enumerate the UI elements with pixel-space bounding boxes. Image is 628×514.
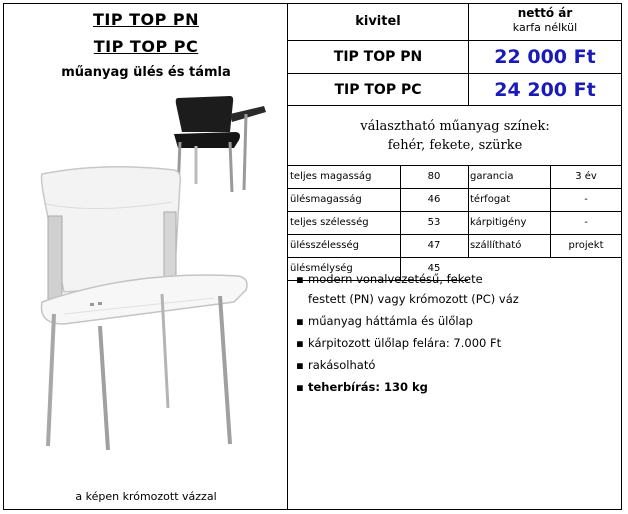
price-spec-panel: [288, 4, 622, 509]
feature-item: [296, 380, 428, 394]
product-title-pc: TIP TOP PC: [93, 37, 199, 56]
product-price-pc: 24 200 Ft: [494, 79, 596, 101]
feature-item-cont: [308, 292, 519, 306]
product-image-panel: [4, 4, 288, 509]
product-name-pc: TIP TOP PC: [334, 82, 422, 98]
spec-label: teljes magasság: [290, 171, 372, 182]
spec-value: -: [584, 217, 588, 228]
bullet-icon: ▪: [296, 336, 304, 350]
spec-value: 3 év: [575, 171, 597, 182]
divider: [400, 166, 401, 281]
product-price-pn: 22 000 Ft: [494, 46, 596, 68]
header-netto: [468, 4, 622, 40]
product-name-pn: TIP TOP PN: [333, 49, 423, 65]
feature-text: teherbírás: 130 kg: [308, 380, 428, 394]
color-options-title: választható műanyag színek:: [360, 119, 550, 134]
bullet-icon: ▪: [296, 380, 304, 394]
feature-text: műanyag háttámla és ülőlap: [308, 314, 473, 328]
divider: [550, 166, 551, 258]
bullet-icon: ▪: [296, 272, 304, 286]
spec-label: szállítható: [470, 240, 522, 251]
product-subtitle: műanyag ülés és támla: [61, 65, 231, 80]
spec-value: 53: [427, 217, 441, 228]
spec-label: térfogat: [470, 194, 511, 205]
spec-label: kárpitigény: [470, 217, 527, 228]
feature-text: kárpitozott ülőlap felára: 7.000 Ft: [308, 336, 502, 350]
header-netto-sub: karfa nélkül: [512, 21, 578, 34]
spec-label: ülésmélység: [290, 263, 353, 274]
spec-value: 47: [427, 240, 441, 251]
product-sheet: [3, 3, 622, 510]
feature-item: [296, 314, 473, 328]
spec-value: 80: [427, 171, 441, 182]
feature-text: rakásolható: [308, 358, 376, 372]
header-netto-label: nettó ár: [517, 6, 573, 20]
spec-value: 45: [427, 263, 441, 274]
feature-item: [296, 336, 501, 350]
header-kivitel: kivitel: [355, 14, 401, 29]
feature-text: modern vonalvezetésű, fekete: [308, 272, 483, 286]
spec-label: garancia: [470, 171, 514, 182]
divider: [468, 4, 469, 106]
divider: [468, 166, 469, 258]
white-chair-image: [24, 164, 264, 454]
spec-label: teljes szélesség: [290, 217, 369, 228]
spec-value: projekt: [568, 240, 604, 251]
spec-value: 46: [427, 194, 441, 205]
spec-value: -: [584, 194, 588, 205]
feature-text: festett (PN) vagy krómozott (PC) váz: [308, 292, 519, 306]
spec-value: [550, 258, 622, 280]
feature-item: [296, 358, 375, 372]
bullet-icon: ▪: [296, 314, 304, 328]
feature-item: [296, 272, 483, 286]
image-caption: a képen krómozott vázzal: [75, 490, 217, 503]
product-title-pn: TIP TOP PN: [92, 10, 200, 29]
color-options: [288, 106, 622, 164]
spec-label: ülésszélesség: [290, 240, 359, 251]
spec-label: ülésmagasság: [290, 194, 362, 205]
bullet-icon: ▪: [296, 358, 304, 372]
color-options-list: fehér, fekete, szürke: [387, 138, 523, 153]
